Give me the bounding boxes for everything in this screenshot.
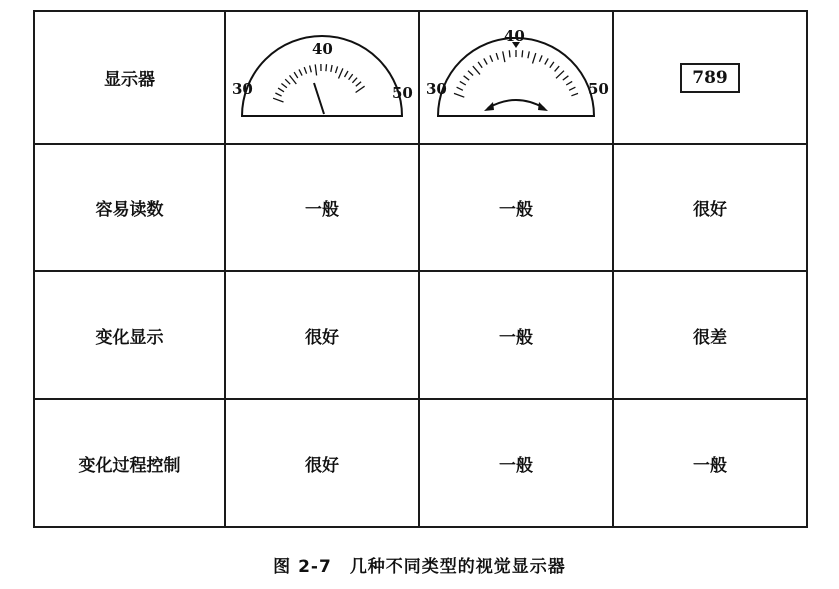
row-label: 变化显示 — [34, 271, 225, 399]
scale-tick — [484, 58, 487, 64]
table-row — [34, 271, 807, 399]
double-arrow-icon — [488, 100, 544, 108]
scale-tick — [278, 88, 284, 92]
scale-tick — [556, 70, 564, 78]
figure-caption — [0, 552, 839, 577]
scale-tick — [533, 53, 536, 63]
scale-tick — [356, 81, 361, 86]
analog-gauge-fixed-scale-cell — [225, 11, 419, 144]
table-cell: 一般 — [419, 399, 613, 527]
gauge-label-mid: 40 — [312, 39, 333, 58]
table-cell: 很好 — [613, 144, 807, 271]
scale-tick — [275, 93, 281, 96]
scale-tick — [315, 64, 316, 75]
table-cell: 一般 — [613, 399, 807, 527]
scale-tick — [522, 50, 523, 57]
table-cell: 一般 — [225, 144, 419, 271]
gauge-pointer-needle — [314, 83, 324, 114]
table-row — [34, 399, 807, 527]
table-row — [34, 144, 807, 271]
gauge-label-max: 50 — [392, 83, 413, 102]
header-label: 显示器 — [104, 70, 155, 90]
scale-tick — [326, 64, 327, 71]
scale-tick — [468, 70, 473, 75]
comparison-table — [33, 10, 808, 528]
gauge-label-max: 50 — [588, 79, 609, 98]
gauge-label-min: 30 — [426, 79, 447, 98]
analog-gauge-moving-scale — [426, 26, 609, 128]
scale-tick — [310, 65, 312, 72]
table-cell: 一般 — [419, 144, 613, 271]
scale-tick — [290, 75, 297, 84]
scale-tick — [503, 51, 505, 62]
scale-tick — [336, 66, 338, 73]
scale-tick — [457, 87, 463, 90]
scale-tick — [478, 61, 482, 67]
scale-tick — [496, 53, 498, 60]
scale-tick — [571, 93, 578, 95]
scale-tick — [545, 58, 548, 64]
gauge-label-mid: 40 — [504, 26, 525, 45]
scale-tick — [528, 51, 529, 58]
scale-tick — [460, 81, 466, 85]
scale-tick — [464, 75, 470, 79]
table-cell: 一般 — [419, 271, 613, 399]
scale-tick — [294, 72, 298, 78]
scale-tick — [509, 50, 510, 57]
analog-gauge-moving-scale-cell — [419, 11, 613, 144]
scale-tick — [285, 79, 290, 84]
row-label: 容易读数 — [34, 144, 225, 271]
digital-readout: 789 — [680, 63, 740, 93]
scale-tick — [273, 98, 283, 102]
scale-tick — [555, 66, 560, 71]
header-label-cell — [34, 11, 225, 144]
scale-tick — [566, 81, 572, 85]
scale-tick — [299, 69, 302, 75]
table-cell: 很差 — [613, 271, 807, 399]
gauge-label-min: 30 — [232, 79, 253, 98]
table-cell: 很好 — [225, 399, 419, 527]
scale-tick — [473, 66, 480, 74]
gauge-scale-ticks — [454, 50, 578, 97]
scale-tick — [352, 77, 357, 82]
arrow-head-left-icon — [484, 102, 494, 111]
scale-tick — [331, 65, 332, 72]
scale-tick — [569, 87, 575, 90]
gauge-dial-outline — [438, 38, 594, 116]
scale-tick — [539, 55, 542, 61]
digital-display-cell — [613, 11, 807, 144]
scale-tick — [345, 71, 349, 77]
scale-tick — [550, 61, 554, 67]
table-cell: 很好 — [225, 271, 419, 399]
scale-tick — [339, 68, 343, 78]
scale-tick — [563, 75, 569, 79]
scale-tick — [490, 55, 493, 61]
figure-number: 图 2-7 — [273, 557, 332, 577]
scale-tick — [356, 86, 365, 92]
scale-tick — [349, 74, 353, 80]
scale-tick — [454, 93, 464, 97]
row-label: 变化过程控制 — [34, 399, 225, 527]
table-row-header — [34, 11, 807, 144]
figure-title: 几种不同类型的视觉显示器 — [349, 557, 566, 577]
scale-tick — [281, 83, 287, 87]
scale-tick — [304, 67, 306, 74]
analog-gauge-moving-pointer — [232, 28, 412, 128]
arrow-head-right-icon — [538, 102, 548, 111]
